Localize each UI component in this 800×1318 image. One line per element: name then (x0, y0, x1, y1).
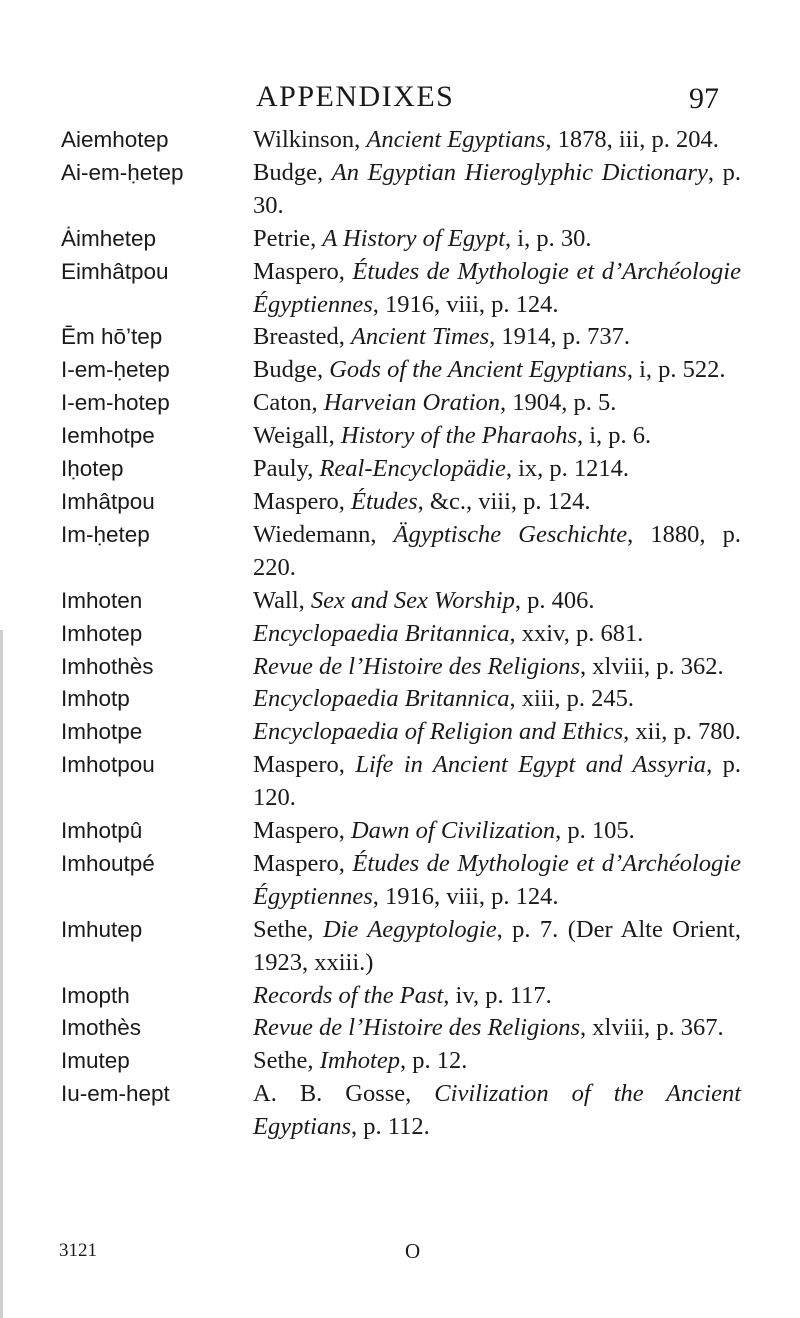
list-item (61, 683, 741, 716)
list-item (61, 420, 741, 453)
bibliographic-reference (253, 157, 741, 223)
list-item (61, 321, 741, 354)
reference-details: , p. 12. (399, 1047, 468, 1075)
page-header (0, 80, 800, 120)
reference-details: , p. 406. (514, 586, 595, 614)
bibliographic-reference (253, 651, 741, 684)
bibliographic-reference (253, 618, 741, 651)
list-item (61, 519, 741, 585)
list-item (61, 618, 741, 651)
reference-title: Real-Encyclopädie (319, 455, 506, 483)
bibliographic-reference (253, 1078, 741, 1144)
bibliographic-reference (253, 519, 741, 585)
reference-title: Dawn of Civilization (350, 817, 556, 845)
bibliographic-reference (253, 716, 741, 749)
bibliographic-reference (253, 387, 741, 420)
list-item (61, 716, 741, 749)
running-head: APPENDIXES (256, 80, 455, 113)
reference-author: Sethe, (253, 1047, 320, 1075)
reference-details: , p. 7. (Der Alte Orient, 1923, xxiii.) (253, 915, 741, 976)
reference-author: Wiedemann, (253, 520, 394, 548)
name-variant: Imhotep (61, 620, 143, 646)
bibliographic-reference (253, 683, 741, 716)
list-item (61, 1078, 741, 1144)
name-variant: Imopth (61, 982, 130, 1008)
reference-title: A History of Egypt (322, 224, 506, 252)
name-variant: I-em-hotep (61, 390, 170, 416)
reference-title: Die Aegyptologie (322, 915, 497, 943)
name-variant: Eimhâtpou (61, 258, 169, 284)
reference-details: , iv, p. 117. (443, 981, 552, 1009)
reference-details: , p. 30. (253, 158, 741, 219)
reference-author: Maspero, (253, 817, 351, 845)
bibliographic-reference (253, 1012, 741, 1045)
list-item (61, 1012, 741, 1045)
reference-details: , 1878, iii, p. 204. (545, 126, 719, 153)
reference-title: Civilization of the Ancient Egyptians (253, 1080, 742, 1141)
name-variant: Imhotp (61, 686, 130, 712)
name-variant: Ai-em-ḥetep (61, 159, 184, 185)
list-item (61, 486, 741, 519)
reference-author: Budge, (253, 158, 332, 186)
reference-details: , i, p. 6. (577, 422, 652, 450)
reference-details: , 1916, viii, p. 124. (372, 290, 559, 318)
bibliographic-reference (253, 354, 741, 387)
reference-details: , &c., viii, p. 124. (417, 487, 591, 515)
list-item (61, 815, 741, 848)
name-variant: Imhutep (61, 916, 143, 942)
reference-details: , p. 120. (253, 751, 742, 812)
reference-title: Études de Mythologie et d’Archéologie Égyptiennes (253, 849, 741, 910)
list-item (61, 914, 741, 980)
reference-author: Maspero, (253, 849, 353, 877)
name-variant: Imutep (61, 1048, 130, 1074)
reference-author: Breasted, (253, 323, 351, 351)
name-variant: Imhoten (61, 587, 143, 613)
gathering-mark: O (405, 1239, 421, 1263)
bibliographic-reference (253, 420, 741, 453)
reference-title: Encyclopaedia of Religion and Ethics (253, 718, 624, 746)
reference-details: , xiii, p. 245. (509, 685, 635, 713)
reference-author: Pauly, (253, 455, 320, 483)
reference-author: Maspero, (253, 751, 356, 779)
name-variant: Iu-em-hept (61, 1081, 170, 1107)
bibliographic-reference (253, 848, 741, 914)
bibliographic-reference (253, 749, 741, 815)
name-variant: Imhotpou (61, 752, 155, 778)
list-item (61, 651, 741, 684)
reference-title: Gods of the Ancient Egyptians (329, 356, 627, 384)
reference-title: Harveian Oration (323, 389, 501, 417)
reference-details: , 1904, p. 5. (500, 389, 617, 417)
list-item (61, 387, 741, 420)
reference-author: Caton, (253, 389, 324, 417)
name-variant: Iḥotep (61, 456, 124, 482)
reference-title: Records of the Past (253, 981, 444, 1009)
reference-details: , i, p. 30. (505, 224, 592, 252)
reference-author: Wilkinson, (253, 126, 367, 153)
reference-title: Études de Mythologie et d’Archéologie Égyptiennes (253, 257, 741, 318)
reference-details: , xlviii, p. 362. (580, 652, 724, 680)
list-item (61, 157, 741, 223)
reference-title: Études (350, 487, 418, 515)
reference-details: , ix, p. 1214. (505, 455, 630, 483)
bibliographic-reference (253, 1045, 741, 1078)
reference-title: History of the Pharaohs (340, 422, 577, 450)
reference-title: Encyclopaedia Britannica (253, 619, 510, 647)
page-edge-shadow (0, 630, 3, 1318)
printer-signature: 3121 (59, 1240, 97, 1261)
reference-title: Revue de l’Histoire des Religions (253, 652, 581, 680)
list-item (61, 223, 741, 256)
bibliographic-reference (253, 585, 741, 618)
name-variant-list (61, 124, 741, 1144)
name-variant: Ēm hō’tep (61, 324, 163, 350)
list-item (61, 980, 741, 1013)
reference-author: Maspero, (253, 257, 353, 285)
reference-author: Sethe, (253, 915, 323, 943)
reference-title: Imhotep (319, 1047, 400, 1075)
list-item (61, 256, 741, 322)
reference-author: Petrie, (253, 224, 323, 252)
list-item (61, 1045, 741, 1078)
list-item (61, 749, 741, 815)
name-variant: Aiemhotep (61, 127, 169, 152)
name-variant: Imhâtpou (61, 488, 155, 514)
reference-title: An Egyptian Hieroglyphic Dictionary (331, 158, 708, 186)
name-variant: Imhoutpé (61, 850, 155, 876)
bibliographic-reference (253, 486, 741, 519)
reference-details: , i, p. 522. (626, 356, 726, 384)
bibliographic-reference (253, 124, 741, 157)
reference-title: Ägyptische Geschichte (393, 520, 628, 548)
list-item (61, 585, 741, 618)
list-item (61, 354, 741, 387)
bibliographic-reference (253, 223, 741, 256)
name-variant: Ȧimhetep (61, 225, 157, 251)
reference-details: , 1916, viii, p. 124. (372, 882, 559, 910)
reference-details: , p. 112. (351, 1113, 430, 1141)
reference-title: Revue de l’Histoire des Religions (253, 1014, 581, 1042)
bibliographic-reference (253, 980, 741, 1013)
bibliographic-reference (253, 453, 741, 486)
name-variant: Imhothès (61, 653, 154, 679)
reference-author: Budge, (253, 356, 330, 384)
reference-author: Weigall, (253, 422, 341, 450)
page-footer (0, 1239, 800, 1269)
list-item (61, 453, 741, 486)
reference-title: Ancient Times (350, 323, 490, 351)
reference-details: , xii, p. 780. (623, 718, 741, 746)
reference-author: Wall, (253, 586, 311, 614)
reference-details: , xlviii, p. 367. (580, 1014, 724, 1042)
reference-details: , 1914, p. 737. (489, 323, 630, 351)
bibliographic-reference (253, 914, 741, 980)
reference-title: Encyclopaedia Britannica (253, 685, 510, 713)
list-item (61, 848, 741, 914)
reference-details: , p. 105. (555, 817, 635, 845)
bibliographic-reference (253, 321, 741, 354)
bibliographic-reference (253, 256, 741, 322)
reference-title: Life in Ancient Egypt and Assyria (355, 751, 707, 779)
name-variant: Imothès (61, 1015, 142, 1041)
name-variant: Imhotpe (61, 719, 143, 745)
bibliographic-reference (253, 815, 741, 848)
reference-author: Maspero, (253, 487, 351, 515)
name-variant: Iemhotpe (61, 423, 155, 449)
name-variant: Im-ḥetep (61, 521, 150, 547)
reference-title: Sex and Sex Worship (310, 586, 515, 614)
reference-details: , 1880, p. 220. (253, 520, 741, 581)
page-number: 97 (689, 82, 719, 115)
list-item (61, 124, 741, 157)
reference-details: , xxiv, p. 681. (509, 619, 644, 647)
name-variant: Imhotpû (61, 818, 143, 844)
reference-title: Ancient Egyptians (366, 126, 546, 153)
name-variant: I-em-ḥetep (61, 357, 170, 383)
reference-author: A. B. Gosse, (253, 1080, 435, 1108)
